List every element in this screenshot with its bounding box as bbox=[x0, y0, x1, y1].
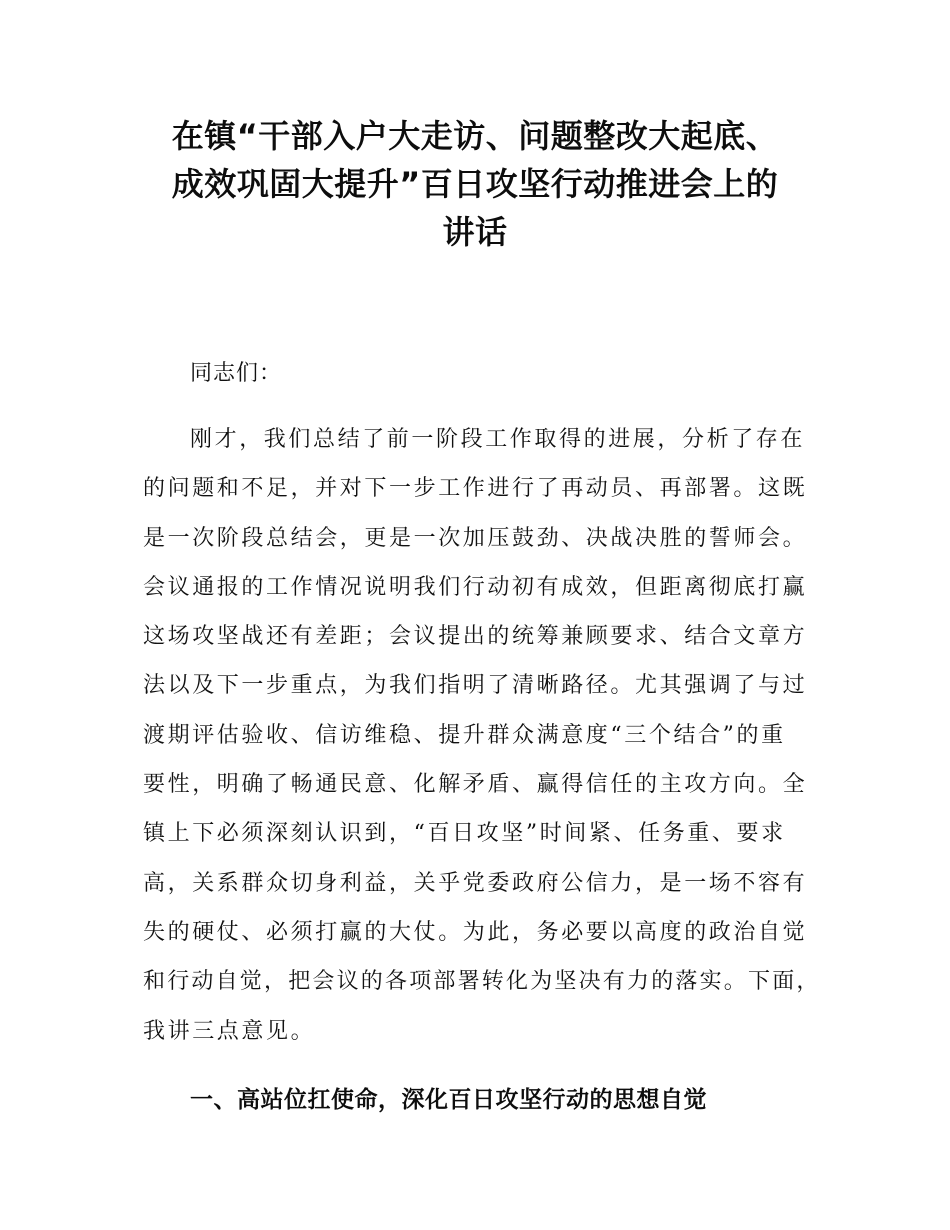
greeting: 同志们： bbox=[190, 361, 283, 386]
document-title bbox=[120, 112, 830, 256]
paragraph-line: 是一次阶段总结会，更是一次加压鼓劲、决战决胜的誓师会。 bbox=[143, 525, 808, 551]
paragraph-line: 这场攻坚战还有差距；会议提出的统筹兼顾要求、结合文章方 bbox=[143, 624, 808, 650]
paragraph-line: 镇上下必须深刻认识到，“百日攻坚”时间紧、任务重、要求 bbox=[143, 821, 786, 847]
paragraph-1 bbox=[143, 420, 823, 1061]
paragraph-line: 失的硬仗、必须打赢的大仗。为此，务必要以高度的政治自觉 bbox=[143, 919, 808, 945]
paragraph-line: 我讲三点意见。 bbox=[143, 1018, 316, 1044]
paragraph-line: 法以及下一步重点，为我们指明了清晰路径。尤其强调了与过 bbox=[143, 673, 808, 699]
paragraph-line: 高，关系群众切身利益，关乎党委政府公信力，是一场不容有 bbox=[143, 870, 808, 896]
section-heading-1: 一、高站位扛使命，深化百日攻坚行动的思想自觉 bbox=[190, 1087, 707, 1113]
paragraph-line: 渡期评估验收、信访维稳、提升群众满意度“三个结合”的重 bbox=[143, 722, 786, 748]
paragraph-line: 和行动自觉，把会议的各项部署转化为坚决有力的落实。下面， bbox=[143, 969, 821, 995]
paragraph-line: 要性，明确了畅通民意、化解矛盾、赢得信任的主攻方向。全 bbox=[143, 772, 808, 798]
paragraph-line: 会议通报的工作情况说明我们行动初有成效，但距离彻底打赢 bbox=[143, 574, 808, 600]
title-line-3: 讲话 bbox=[442, 213, 508, 251]
paragraph-line: 的问题和不足，并对下一步工作进行了再动员、再部署。这既 bbox=[143, 476, 808, 502]
title-line-1: 在镇“干部入户大走访、问题整改大起底、 bbox=[171, 117, 779, 155]
title-line-2: 成效巩固大提升”百日攻坚行动推进会上的 bbox=[171, 165, 779, 203]
paragraph-line: 刚才，我们总结了前一阶段工作取得的进展，分析了存在 bbox=[190, 427, 806, 452]
